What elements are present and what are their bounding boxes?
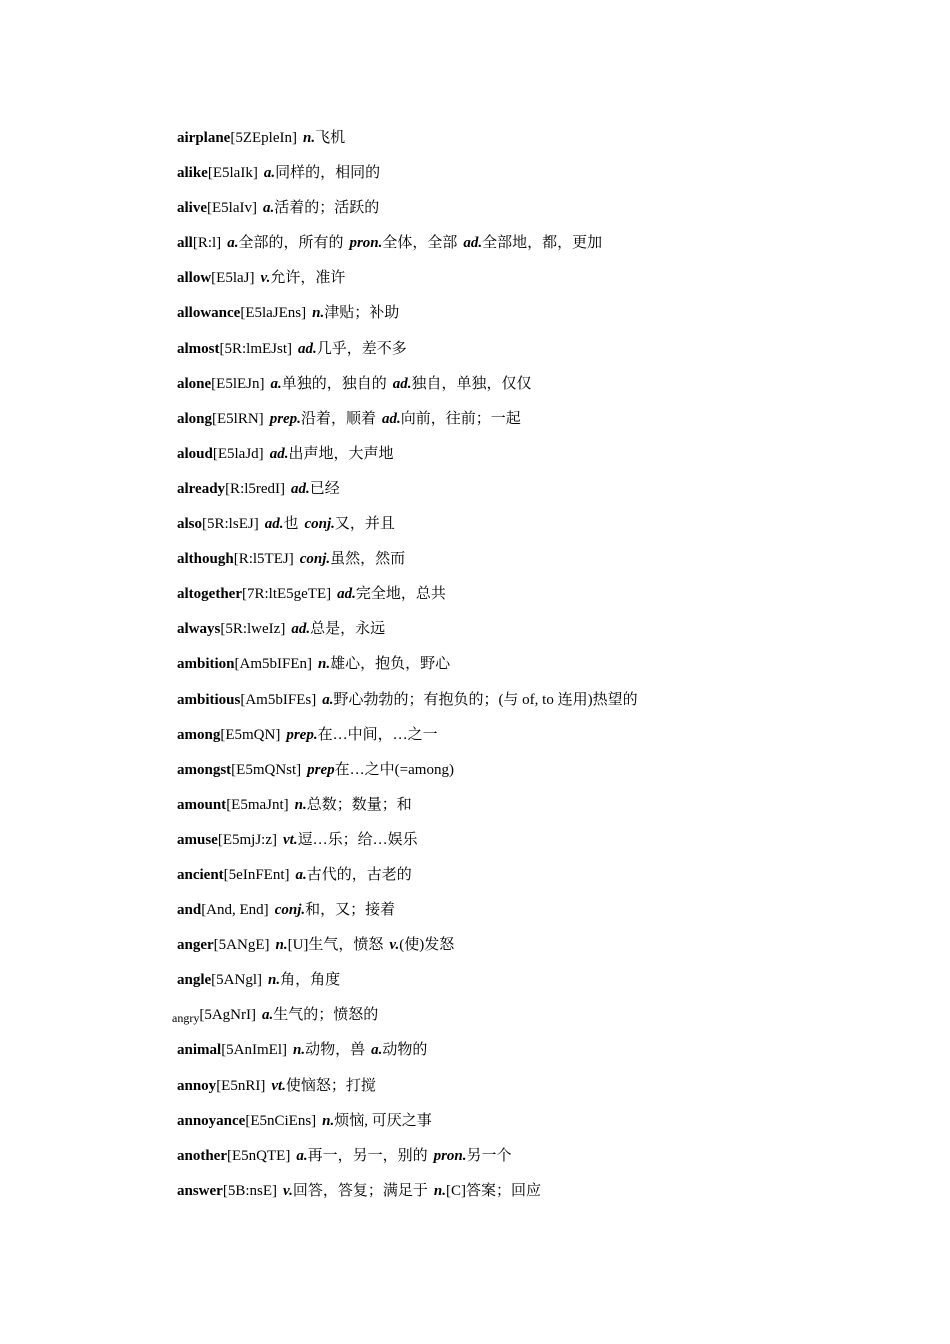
entry-word: although (177, 551, 234, 568)
vocab-entry (177, 197, 917, 232)
entry-part-of-speech: n. (318, 656, 331, 673)
entry-pronunciation: [7R:ltE5geTE] (241, 586, 332, 603)
entry-definition: 活着的；活跃的 (274, 200, 380, 217)
entry-part-of-speech: vt. (283, 831, 298, 848)
entry-word: answer (177, 1182, 223, 1199)
entry-word: amuse (177, 831, 218, 848)
entry-definition: 出声地，大声地 (288, 445, 394, 462)
entry-part-of-speech: ad. (264, 516, 284, 533)
entry-part-of-speech: ad. (291, 480, 310, 497)
entry-part-of-speech: prep. (269, 410, 301, 427)
vocab-entry (177, 689, 917, 724)
vocab-entry (177, 373, 917, 408)
entry-word: ambition (177, 656, 235, 673)
vocab-entry (177, 1110, 917, 1145)
entry-pronunciation: [R:l5TEJ] (233, 551, 294, 568)
entry-part-of-speech: a. (227, 235, 239, 252)
entry-pronunciation: [5ZEpleIn] (230, 130, 297, 146)
entry-definition: 和，又；接着 (305, 902, 396, 919)
entry-pronunciation: [5AgNrI] (199, 1007, 256, 1024)
vocab-entry (177, 443, 917, 478)
entry-word: annoyance (177, 1112, 246, 1129)
entry-definition: 又，并且 (334, 516, 395, 533)
entry-pronunciation: [E5laJd] (212, 445, 264, 462)
entry-definition: 飞机 (315, 130, 346, 146)
entry-word: altogether (177, 586, 242, 603)
vocab-entry (177, 583, 917, 618)
entry-part-of-speech: prep. (286, 726, 318, 743)
entry-word: angry (172, 1011, 200, 1026)
entry-word: also (177, 516, 203, 533)
entry-definition: 全部的，所有的 (238, 235, 344, 252)
entry-definition: 允许，准许 (270, 270, 346, 287)
entry-word: anger (177, 937, 214, 954)
vocab-entry (177, 408, 917, 443)
entry-part-of-speech: n. (433, 1182, 446, 1199)
entry-word: airplane (177, 130, 231, 146)
entry-pronunciation: [E5mQNst] (231, 761, 302, 778)
vocab-entry (177, 653, 917, 688)
entry-definition: 另一个 (466, 1147, 512, 1164)
vocab-entry (177, 969, 917, 1004)
entry-part-of-speech: n. (302, 130, 316, 146)
vocab-entry (177, 162, 917, 197)
entry-part-of-speech: ad. (392, 375, 412, 392)
vocab-entry (177, 127, 917, 162)
entry-part-of-speech: n. (312, 305, 325, 322)
entry-pronunciation: [5B:nsE] (222, 1182, 277, 1199)
entry-pronunciation: [5eInFEnt] (223, 866, 290, 883)
entry-pronunciation: [E5nCiEns] (245, 1112, 317, 1129)
entry-pronunciation: [And, End] (201, 902, 269, 919)
entry-part-of-speech: ad. (337, 586, 356, 603)
entry-pronunciation: [E5laJEns] (240, 305, 307, 322)
entry-part-of-speech: n. (268, 972, 281, 989)
entry-definition: [U]生气，愤怒 (287, 937, 384, 954)
entry-pronunciation: [E5lEJn] (211, 375, 265, 392)
entry-word: ambitious (177, 691, 241, 708)
entry-word: ancient (177, 866, 224, 883)
entry-part-of-speech: a. (322, 691, 334, 708)
entry-part-of-speech: vt. (271, 1077, 286, 1094)
entry-definition: 完全地，总共 (355, 586, 446, 603)
entry-word: aloud (177, 445, 213, 462)
entry-definition: 逗…乐；给…娱乐 (297, 831, 418, 848)
entry-definition: 独自，单独，仅仅 (411, 375, 532, 392)
vocab-entry (177, 759, 917, 794)
entry-part-of-speech: conj. (304, 516, 335, 533)
vocab-entry (177, 618, 917, 653)
entry-pronunciation: [E5laIv] (207, 200, 257, 217)
entry-part-of-speech: conj. (274, 902, 306, 919)
entry-pronunciation: [E5laIk] (207, 165, 258, 182)
entry-part-of-speech: prep (307, 761, 335, 778)
entry-pronunciation: [E5nRI] (216, 1077, 266, 1094)
entry-pronunciation: [E5lRN] (212, 410, 264, 427)
entry-definition: 使恼怒；打搅 (285, 1077, 376, 1094)
entry-pronunciation: [Am5bIFEn] (234, 656, 313, 673)
entry-part-of-speech: pron. (433, 1147, 467, 1164)
entry-part-of-speech: n. (275, 937, 288, 954)
entry-part-of-speech: a. (262, 200, 275, 217)
entry-pronunciation: [E5mjJ:z] (217, 831, 277, 848)
entry-pronunciation: [R:l5redI] (225, 480, 286, 497)
entry-definition: 动物的 (382, 1042, 428, 1059)
entry-part-of-speech: ad. (291, 621, 311, 638)
vocab-entry (177, 478, 917, 513)
entry-pronunciation: [5R:lweIz] (220, 621, 286, 638)
entry-part-of-speech: a. (296, 1147, 308, 1164)
entry-part-of-speech: v. (389, 937, 400, 954)
vocab-entry (177, 1145, 917, 1180)
entry-definition: 野心勃勃的；有抱负的；(与 of, to 连用)热望的 (333, 691, 638, 708)
entry-pronunciation: [E5nQTE] (227, 1147, 291, 1164)
entry-word: another (177, 1147, 227, 1164)
entry-definition: 角，角度 (280, 972, 341, 989)
vocab-entry (177, 1180, 917, 1215)
entry-pronunciation: [E5mQN] (220, 726, 281, 743)
entry-definition: 雄心，抱负，野心 (330, 656, 451, 673)
entry-word: among (177, 726, 221, 743)
entry-definition: [C]答案；回应 (445, 1182, 541, 1199)
vocab-entry (172, 1004, 917, 1039)
entry-definition: 回答，答复；满足于 (292, 1182, 428, 1199)
entry-word: alive (177, 200, 207, 217)
entry-word: already (177, 480, 226, 497)
entry-pronunciation: [5ANgl] (211, 972, 262, 989)
entry-pronunciation: [5ANgE] (213, 937, 270, 954)
entry-word: allow (177, 270, 212, 287)
entry-word: all (177, 235, 193, 252)
entry-part-of-speech: a. (295, 866, 307, 883)
entry-word: amount (177, 796, 227, 813)
entry-part-of-speech: ad. (269, 445, 289, 462)
vocab-entry (177, 338, 917, 373)
vocab-entry (177, 548, 917, 583)
entry-definition: 全体，全部 (382, 235, 458, 252)
entry-definition: 动物，兽 (305, 1042, 366, 1059)
vocabulary-list (172, 127, 917, 1215)
vocab-entry (177, 724, 917, 759)
entry-part-of-speech: n. (293, 1042, 306, 1059)
entry-part-of-speech: ad. (381, 410, 401, 427)
entry-definition: 在…中间，…之一 (317, 726, 438, 743)
entry-definition: 在…之中(=among) (334, 761, 454, 778)
vocab-entry (177, 1075, 917, 1110)
entry-part-of-speech: a. (371, 1042, 383, 1059)
vocab-entry (177, 1039, 917, 1074)
entry-part-of-speech: ad. (463, 235, 483, 252)
entry-part-of-speech: conj. (299, 551, 331, 568)
entry-definition: 已经 (309, 480, 340, 497)
entry-word: angle (177, 972, 212, 989)
entry-word: annoy (177, 1077, 217, 1094)
entry-pronunciation: [R:l] (192, 235, 222, 252)
entry-word: alone (177, 375, 212, 392)
entry-pronunciation: [5R:lsEJ] (202, 516, 259, 533)
entry-word: allowance (177, 305, 241, 322)
vocab-entry (177, 829, 917, 864)
entry-definition: 几乎，差不多 (316, 340, 407, 357)
vocab-entry (177, 934, 917, 969)
entry-part-of-speech: a. (263, 165, 276, 182)
entry-word: and (177, 902, 202, 919)
vocab-entry (177, 232, 917, 267)
entry-pronunciation: [E5laJ] (211, 270, 255, 287)
entry-word: animal (177, 1042, 222, 1059)
entry-definition: 同样的，相同的 (275, 165, 381, 182)
entry-definition: 沿着，顺着 (300, 410, 376, 427)
entry-pronunciation: [5R:lmEJst] (219, 340, 293, 357)
entry-definition: 全部地，都，更加 (482, 235, 603, 252)
vocab-entry (177, 864, 917, 899)
entry-definition: 津贴；补助 (324, 305, 400, 322)
entry-definition: (使)发怒 (399, 937, 455, 954)
vocab-entry (177, 794, 917, 829)
entry-definition: 单独的，独自的 (281, 375, 387, 392)
entry-part-of-speech: a. (270, 375, 282, 392)
entry-pronunciation: [E5maJnt] (226, 796, 289, 813)
vocab-entry (177, 899, 917, 934)
entry-definition: 再一，另一，别的 (307, 1147, 428, 1164)
entry-part-of-speech: n. (294, 796, 307, 813)
entry-word: along (177, 410, 213, 427)
entry-word: always (177, 621, 221, 638)
entry-part-of-speech: n. (322, 1112, 335, 1129)
entry-definition: 烦恼, 可厌之事 (334, 1112, 432, 1129)
entry-definition: 总数；数量；和 (306, 796, 412, 813)
entry-definition: 也 (283, 516, 299, 533)
entry-part-of-speech: pron. (349, 235, 383, 252)
entry-definition: 虽然，然而 (330, 551, 406, 568)
entry-part-of-speech: a. (261, 1007, 274, 1024)
entry-pronunciation: [Am5bIFEs] (240, 691, 317, 708)
entry-pronunciation: [5AnImEl] (221, 1042, 288, 1059)
entry-part-of-speech: v. (260, 270, 271, 287)
entry-word: amongst (177, 761, 232, 778)
entry-definition: 向前，往前；一起 (400, 410, 521, 427)
vocab-entry (177, 513, 917, 548)
entry-definition: 生气的；愤怒的 (273, 1007, 379, 1024)
entry-definition: 古代的，古老的 (306, 866, 412, 883)
entry-word: almost (177, 340, 220, 357)
entry-definition: 总是，永远 (310, 621, 386, 638)
vocab-entry (177, 302, 917, 337)
entry-word: alike (177, 165, 208, 182)
entry-part-of-speech: ad. (298, 340, 317, 357)
entry-part-of-speech: v. (283, 1182, 293, 1199)
vocab-entry (177, 267, 917, 302)
